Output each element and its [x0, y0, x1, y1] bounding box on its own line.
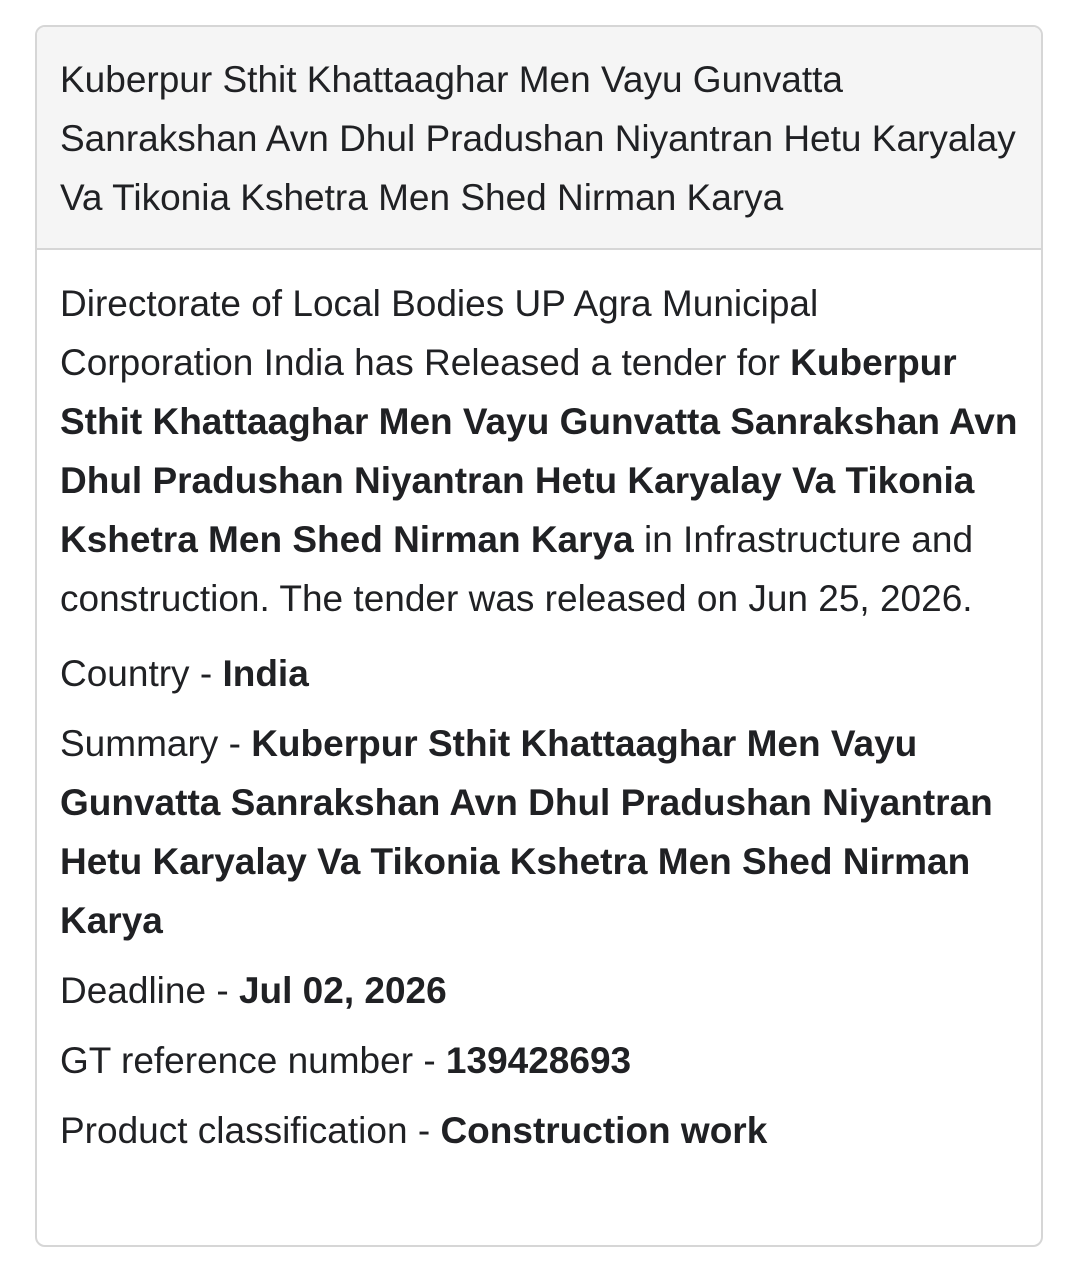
description-intro: Directorate of Local Bodies UP Agra Municipal Corporation India has Released a tender for: [60, 283, 819, 383]
field-product-classification: [60, 1101, 1021, 1160]
field-product-classification-label: Product classification -: [60, 1110, 441, 1151]
field-gt-reference: [60, 1031, 1021, 1090]
field-summary-value: Kuberpur Sthit Khattaaghar Men Vayu Gunvatta Sanrakshan Avn Dhul Pradushan Niyantran Hetu Karyalay Va Tikonia Kshetra Men Shed Nirman Karya: [60, 723, 993, 941]
field-country: [60, 644, 1021, 703]
field-gt-reference-label: GT reference number -: [60, 1040, 446, 1081]
field-deadline: [60, 961, 1021, 1020]
description-tender-name: Kuberpur Sthit Khattaaghar Men Vayu Gunvatta Sanrakshan Avn Dhul Pradushan Niyantran Hetu Karyalay Va Tikonia Kshetra Men Shed Nirman Karya: [60, 342, 1018, 560]
field-gt-reference-value: 139428693: [445, 1040, 632, 1081]
description-outro: in Infrastructure and construction. The tender was released on Jun 25, 2026.: [60, 519, 974, 619]
tender-description: [60, 274, 1021, 628]
field-country-value: India: [222, 653, 309, 694]
tender-title[interactable]: Kuberpur Sthit Khattaaghar Men Vayu Gunvatta Sanrakshan Avn Dhul Pradushan Niyantran Hetu Karyalay Va Tikonia Kshetra Men Shed Nirman Karya: [60, 59, 1016, 218]
field-summary: [60, 714, 1021, 950]
tender-card-body: [37, 250, 1041, 1160]
field-country-label: Country -: [60, 653, 223, 694]
field-summary-label: Summary -: [60, 723, 252, 764]
tender-card-header: [37, 27, 1041, 250]
field-deadline-value: Jul 02, 2026: [238, 970, 447, 1011]
field-deadline-label: Deadline -: [60, 970, 239, 1011]
field-product-classification-value: Construction work: [440, 1110, 768, 1151]
tender-card: [35, 25, 1043, 1247]
